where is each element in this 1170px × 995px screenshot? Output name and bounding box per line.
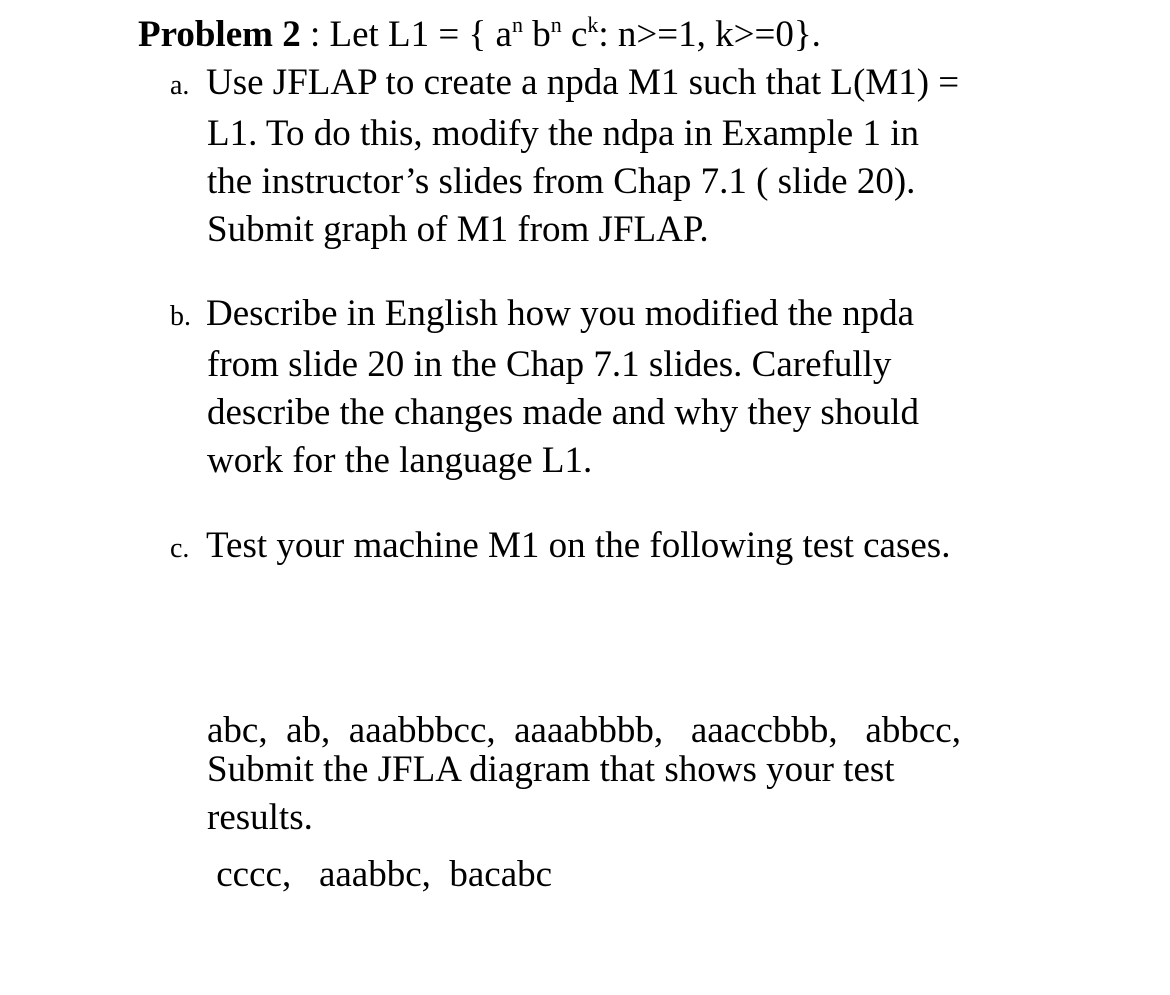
part-b-line-2: from slide 20 in the Chap 7.1 slides. Carefully [207, 344, 892, 385]
statement-mid-c: c [561, 14, 588, 55]
part-a [170, 59, 1070, 254]
part-b-marker: b. [170, 301, 191, 332]
statement-prefix: : Let L1 = { a [300, 14, 512, 55]
part-a-line-2: L1. To do this, modify the ndpa in Example 1 in [207, 113, 919, 154]
part-a-line-3: the instructor’s slides from Chap 7.1 ( slide 20). [207, 161, 916, 202]
test-cases-line-1: abc, ab, aaabbbcc, aaaabbbb, aaaccbbb, abbcc, [207, 710, 961, 751]
part-a-text-1: Use JFLAP to create a npda M1 such that L(M1) = [206, 62, 960, 103]
submit-instructions [207, 746, 895, 842]
part-b-line-1 [170, 290, 1070, 341]
statement-suffix: : n>=1, k>=0}. [598, 14, 821, 55]
part-b-text-1: Describe in English how you modified the npda [206, 293, 915, 334]
statement-mid-b: b [522, 14, 551, 55]
problem-heading [138, 12, 821, 58]
part-c [170, 522, 1070, 573]
part-b-line-3: describe the changes made and why they should [207, 392, 920, 433]
exponent-k-c: k [587, 12, 599, 37]
part-c-line-1 [170, 522, 1070, 573]
exponent-n-a: n [511, 12, 523, 37]
part-c-text-1: Test your machine M1 on the following test cases. [206, 525, 951, 566]
submit-line-2: results. [207, 797, 313, 838]
part-c-marker: c. [170, 533, 190, 564]
part-b [170, 290, 1070, 485]
part-a-marker: a. [170, 70, 190, 101]
exponent-n-b: n [550, 12, 562, 37]
part-a-line-4: Submit graph of M1 from JFLAP. [207, 209, 709, 250]
part-b-line-4: work for the language L1. [207, 440, 593, 481]
problem-label: Problem 2 [138, 14, 301, 55]
test-cases-line-2: cccc, aaabbc, bacabc [207, 854, 553, 895]
submit-line-1: Submit the JFLA diagram that shows your test [207, 749, 895, 790]
part-a-line-1 [170, 59, 1070, 110]
